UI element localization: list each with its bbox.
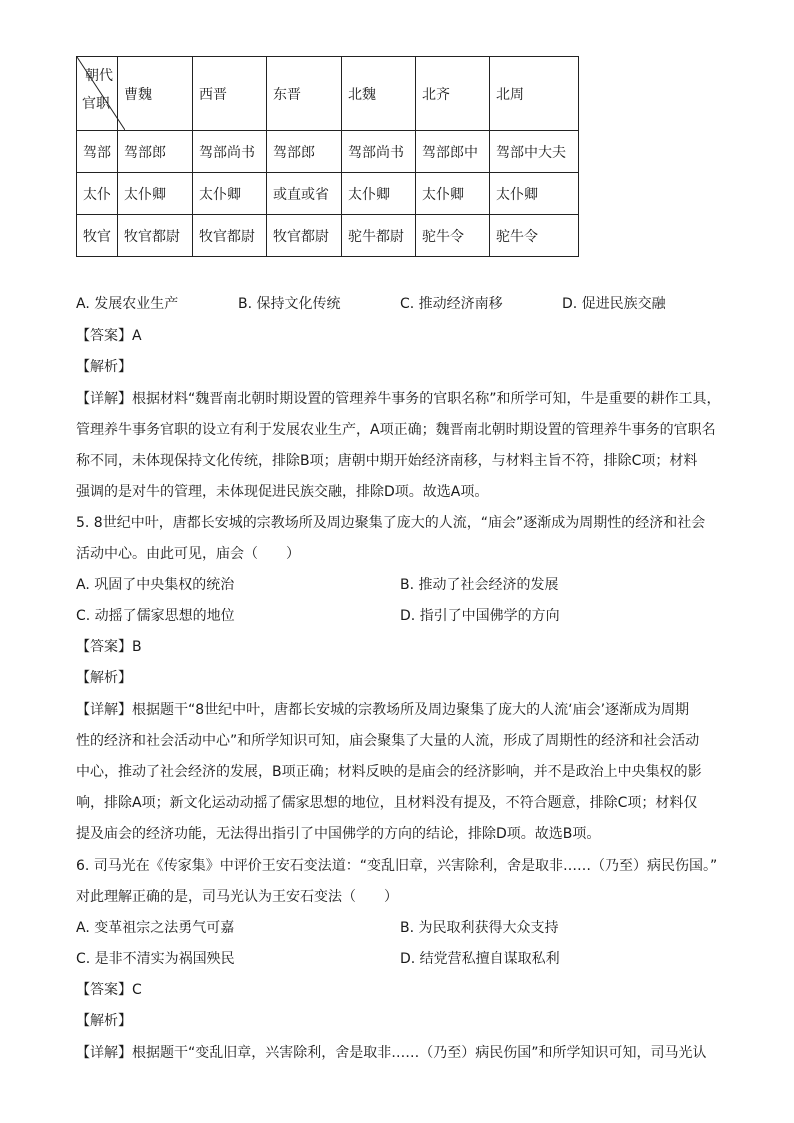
q6-option-a: A. 变革祖宗之法勇气可嘉 <box>76 920 235 936</box>
office-name-cell: 牧官 <box>77 215 118 257</box>
q4-detail-line: 管理养牛事务官职的设立有利于发展农业生产，A项正确；魏晋南北朝时期设置的管理养牛事务的官职名 <box>76 422 716 438</box>
q5-option-c: C. 动摇了儒家思想的地位 <box>76 608 235 624</box>
q6-option-d: D. 结党营私擅自谋取私利 <box>400 951 560 967</box>
table-cell: 牧官都尉 <box>193 215 267 257</box>
q6-option-b: B. 为民取利获得大众支持 <box>400 920 559 936</box>
q6-stem-line: 对此理解正确的是，司马光认为王安石变法（ ） <box>76 889 398 905</box>
dynasty-header: 西晋 <box>193 57 267 131</box>
office-name-cell: 驾部 <box>77 131 118 173</box>
table-cell: 驾部尚书 <box>342 131 416 173</box>
table-cell: 驾部郎中 <box>416 131 490 173</box>
table-cell: 驾部郎 <box>118 131 193 173</box>
table-cell: 太仆卿 <box>416 173 490 215</box>
table-cell: 驼牛令 <box>490 215 579 257</box>
dynasty-header: 北魏 <box>342 57 416 131</box>
q4-option-a: A. 发展农业生产 <box>76 296 179 312</box>
q5-analysis-title: 【解析】 <box>76 670 132 686</box>
q6-detail-line: 【详解】根据题干“变乱旧章，兴害除利，舍是取非……（乃至）病民伤国”和所学知识可知，司马光认 <box>76 1045 707 1061</box>
q5-answer: 【答案】B <box>76 639 142 655</box>
table-cell: 驾部中大夫 <box>490 131 579 173</box>
table-cell: 驾部尚书 <box>193 131 267 173</box>
table-cell: 太仆卿 <box>193 173 267 215</box>
table-row <box>77 131 579 173</box>
table-cell: 驼牛都尉 <box>342 215 416 257</box>
table-cell: 驼牛令 <box>416 215 490 257</box>
q5-detail-line: 提及庙会的经济功能，无法得出指引了中国佛学的方向的结论，排除D项。故选B项。 <box>76 826 601 842</box>
table-row <box>77 215 579 257</box>
table-corner-cell <box>77 57 118 131</box>
q4-answer: 【答案】A <box>76 328 142 344</box>
q4-analysis-title: 【解析】 <box>76 359 132 375</box>
dynasty-header: 北齐 <box>416 57 490 131</box>
table-cell: 牧官都尉 <box>118 215 193 257</box>
q4-option-b: B. 保持文化传统 <box>238 296 341 312</box>
q5-detail-line: 性的经济和社会活动中心”和所学知识可知，庙会聚集了大量的人流，形成了周期性的经济和社会活动 <box>76 733 700 749</box>
official-titles-table <box>76 56 579 257</box>
q5-detail-line: 响，排除A项；新文化运动动摇了儒家思想的地位，且材料没有提及，不符合题意，排除C项；材料仅 <box>76 795 698 811</box>
q5-detail-line: 中心，推动了社会经济的发展，B项正确；材料反映的是庙会的经济影响，并不是政治上中央集权的影 <box>76 764 702 780</box>
office-name-cell: 太仆 <box>77 173 118 215</box>
table-cell: 太仆卿 <box>342 173 416 215</box>
q5-stem-line: 活动中心。由此可见，庙会（ ） <box>76 546 300 562</box>
dynasty-header: 曹魏 <box>118 57 193 131</box>
table-cell: 太仆卿 <box>490 173 579 215</box>
corner-label-office: 官职 <box>82 96 110 112</box>
q6-stem-line: 6. 司马光在《传家集》中评价王安石变法道：“变乱旧章，兴害除利，舍是取非……（乃至）病民伤国。” <box>76 858 718 874</box>
q6-option-c: C. 是非不清实为祸国殃民 <box>76 951 235 967</box>
q4-detail-line: 强调的是对牛的管理，未体现促进民族交融，排除D项。故选A项。 <box>76 484 489 500</box>
corner-label-dynasty: 朝代 <box>85 68 113 84</box>
dynasty-header: 北周 <box>490 57 579 131</box>
q6-analysis-title: 【解析】 <box>76 1013 132 1029</box>
q5-option-a: A. 巩固了中央集权的统治 <box>76 577 235 593</box>
q4-detail-line: 【详解】根据材料“魏晋南北朝时期设置的管理养牛事务的官职名称”和所学可知，牛是重要的耕作工具， <box>76 391 721 407</box>
q5-option-b: B. 推动了社会经济的发展 <box>400 577 559 593</box>
table-cell: 或直或省 <box>267 173 342 215</box>
q4-detail-line: 称不同，未体现保持文化传统，排除B项；唐朝中期开始经济南移，与材料主旨不符，排除C项；材料 <box>76 453 698 469</box>
q4-option-c: C. 推动经济南移 <box>400 296 503 312</box>
q4-option-d: D. 促进民族交融 <box>562 296 666 312</box>
table-cell: 牧官都尉 <box>267 215 342 257</box>
table-row <box>77 173 579 215</box>
q5-stem-line: 5. 8世纪中叶，唐都长安城的宗教场所及周边聚集了庞大的人流，“庙会”逐渐成为周期性的经济和社会 <box>76 515 706 531</box>
table-header-row <box>77 57 579 131</box>
table-cell: 太仆卿 <box>118 173 193 215</box>
table-cell: 驾部郎 <box>267 131 342 173</box>
q5-detail-line: 【详解】根据题干“8世纪中叶，唐都长安城的宗教场所及周边聚集了庞大的人流‘庙会’逐渐成为周期 <box>76 702 690 718</box>
q5-option-d: D. 指引了中国佛学的方向 <box>400 608 560 624</box>
q6-answer: 【答案】C <box>76 982 142 998</box>
dynasty-header: 东晋 <box>267 57 342 131</box>
